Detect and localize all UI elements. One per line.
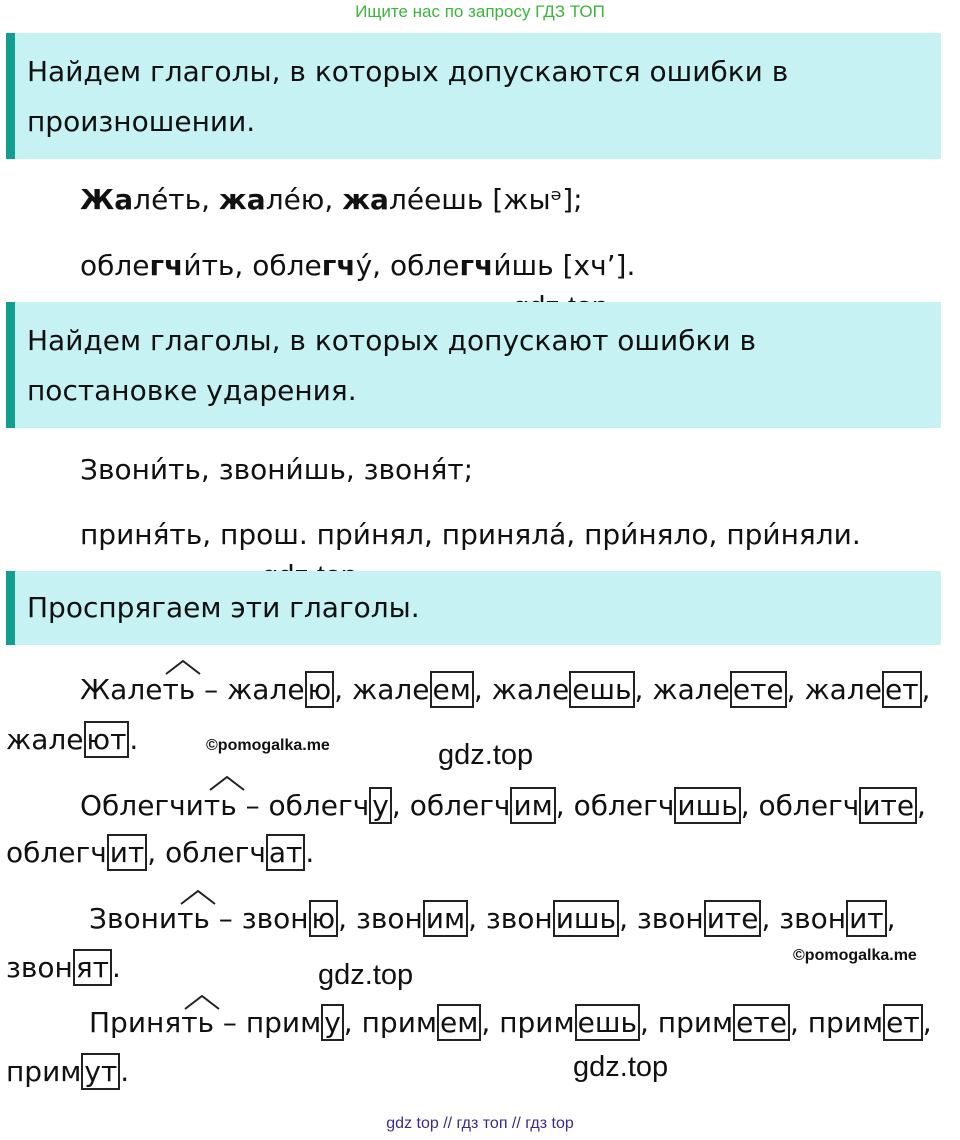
copyright-mark: ©pomogalka.me (793, 947, 917, 964)
ending-box: ет (882, 671, 922, 708)
stem: звон (779, 902, 847, 935)
stem: звон (241, 902, 309, 935)
pronunciation-line-2 (80, 246, 635, 286)
ending-box: ют (84, 721, 130, 758)
stem: облегч (409, 789, 511, 822)
infinitive-suffix: ть (181, 1006, 214, 1039)
ending-box: ишь (674, 787, 740, 824)
word-part: и́шь [хч’]. (493, 249, 636, 282)
ending-box: ете (730, 671, 787, 708)
stem: облегч (573, 789, 675, 822)
conjugation-prinyat-line-2: прим ут . (6, 1055, 130, 1088)
conjugation-zvonit-line-1: Звонить – звон ю , звон им , звон ишь , звон ите , звон ит , (89, 902, 896, 935)
dash: – (236, 789, 269, 822)
ending-box: у (369, 787, 392, 824)
ending-box: ете (733, 1004, 790, 1041)
word-part: обле (252, 249, 322, 282)
section-header-conjugation (6, 571, 941, 645)
stress-line-2: приня́ть, прош. при́нял, приняла́, при́няло, при́няли. (80, 518, 861, 551)
section-header-pronunciation (6, 33, 941, 159)
stem: жале (491, 673, 570, 706)
infinitive-part: Звони (89, 902, 178, 935)
stem: прим (499, 1006, 575, 1039)
word-rest: ле́ть, (133, 183, 219, 216)
ending-box: ите (704, 900, 762, 937)
header-line: постановке ударения. (27, 374, 357, 407)
conjugation-prinyat-line-1: Принять – прим у , прим ем , прим ешь , прим ете , прим ет , (89, 1006, 932, 1039)
infinitive-suffix: ть (177, 902, 210, 935)
conjugation-zhalet-line-1: Жалеть – жале ю , жале ем , жале ешь , жале ете , жале ет , (80, 673, 931, 706)
stem: облегч (6, 836, 107, 869)
watermark: gdz.top (318, 959, 414, 991)
stressed-part: Жа (80, 183, 134, 216)
dash: – (195, 673, 228, 706)
ending-box: ит (846, 900, 887, 937)
stem: жале (227, 673, 305, 706)
ending-box: ем (430, 671, 474, 708)
stem: жале (652, 673, 730, 706)
ending-box: ите (859, 787, 917, 824)
ending-box: ю (309, 900, 339, 937)
stem: жале (804, 673, 882, 706)
stem: звон (485, 902, 553, 935)
ending-box: ут (81, 1053, 120, 1090)
word-part: у́, (355, 249, 390, 282)
stem: жале (351, 673, 430, 706)
stem: звон (6, 951, 73, 984)
header-line: произношении. (27, 105, 256, 138)
footer-links: gdz top // гдз топ // гдз top (386, 1115, 574, 1132)
pronunciation-line-1 (80, 180, 583, 220)
dash: – (209, 902, 242, 935)
infinitive-part: Приня (89, 1006, 182, 1039)
word-rest: ле́ешь [жыᵊ]; (388, 183, 583, 216)
ending-box: ет (883, 1004, 923, 1041)
ending-box: ю (305, 671, 335, 708)
infinitive-part: Жале (80, 673, 163, 706)
header-line: Проспрягаем эти глаголы. (27, 591, 420, 624)
ending-box: у (321, 1004, 344, 1041)
ending-box: ешь (575, 1004, 640, 1041)
ending-box: им (423, 900, 468, 937)
word-part: обле (389, 249, 460, 282)
stem: жале (6, 723, 84, 756)
infinitive-suffix: ть (162, 673, 196, 706)
stressed-part: жа (218, 183, 266, 216)
ending-box: ит (107, 834, 148, 871)
ending-box: ишь (553, 900, 619, 937)
word-part: обле (80, 249, 150, 282)
watermark: gdz.top (573, 1051, 669, 1083)
stem: звон (355, 902, 423, 935)
header-line: Найдем глаголы, в которых допускают ошибки в (27, 324, 757, 357)
ending-box: ят (73, 949, 112, 986)
dash: – (214, 1006, 246, 1039)
stem: прим (807, 1006, 884, 1039)
stressed-part: гч (149, 249, 184, 282)
section-header-stress (6, 302, 941, 428)
header-line: Найдем глаголы, в которых допускаются ошибки в (27, 55, 789, 88)
word-part: и́ть, (183, 249, 253, 282)
stem: облегч (165, 836, 266, 869)
watermark: gdz.top (438, 739, 534, 771)
conjugation-zvonit-line-2: звон ят . (6, 951, 121, 984)
conjugation-zhalet-line-2: жале ют . (6, 723, 139, 756)
copyright-mark: ©pomogalka.me (206, 737, 330, 754)
stressed-part: гч (459, 249, 494, 282)
stem: облегч (268, 789, 370, 822)
stem: прим (657, 1006, 734, 1039)
conjugation-oblegchit-line-1: Облегчить – облегч у , облегч им , облегч ишь , облегч ите , (80, 789, 926, 822)
stem: прим (6, 1055, 82, 1088)
infinitive-suffix: ть (203, 789, 237, 822)
stem: облегч (758, 789, 860, 822)
conjugation-oblegchit-line-2: облегч ит , облегч ат . (6, 836, 315, 869)
stem: прим (245, 1006, 322, 1039)
stem: прим (361, 1006, 438, 1039)
word-rest: ле́ю, (265, 183, 343, 216)
top-banner: Ищите нас по запросу ГДЗ ТОП (355, 2, 605, 21)
ending-box: ешь (569, 671, 634, 708)
ending-box: им (510, 787, 555, 824)
ending-box: ем (437, 1004, 481, 1041)
stressed-part: гч (321, 249, 356, 282)
stem: звон (636, 902, 704, 935)
ending-box: ат (266, 834, 305, 871)
infinitive-part: Облегчи (80, 789, 204, 822)
stressed-part: жа (342, 183, 389, 216)
stress-line-1: Звони́ть, звони́шь, звоня́т; (80, 453, 474, 486)
